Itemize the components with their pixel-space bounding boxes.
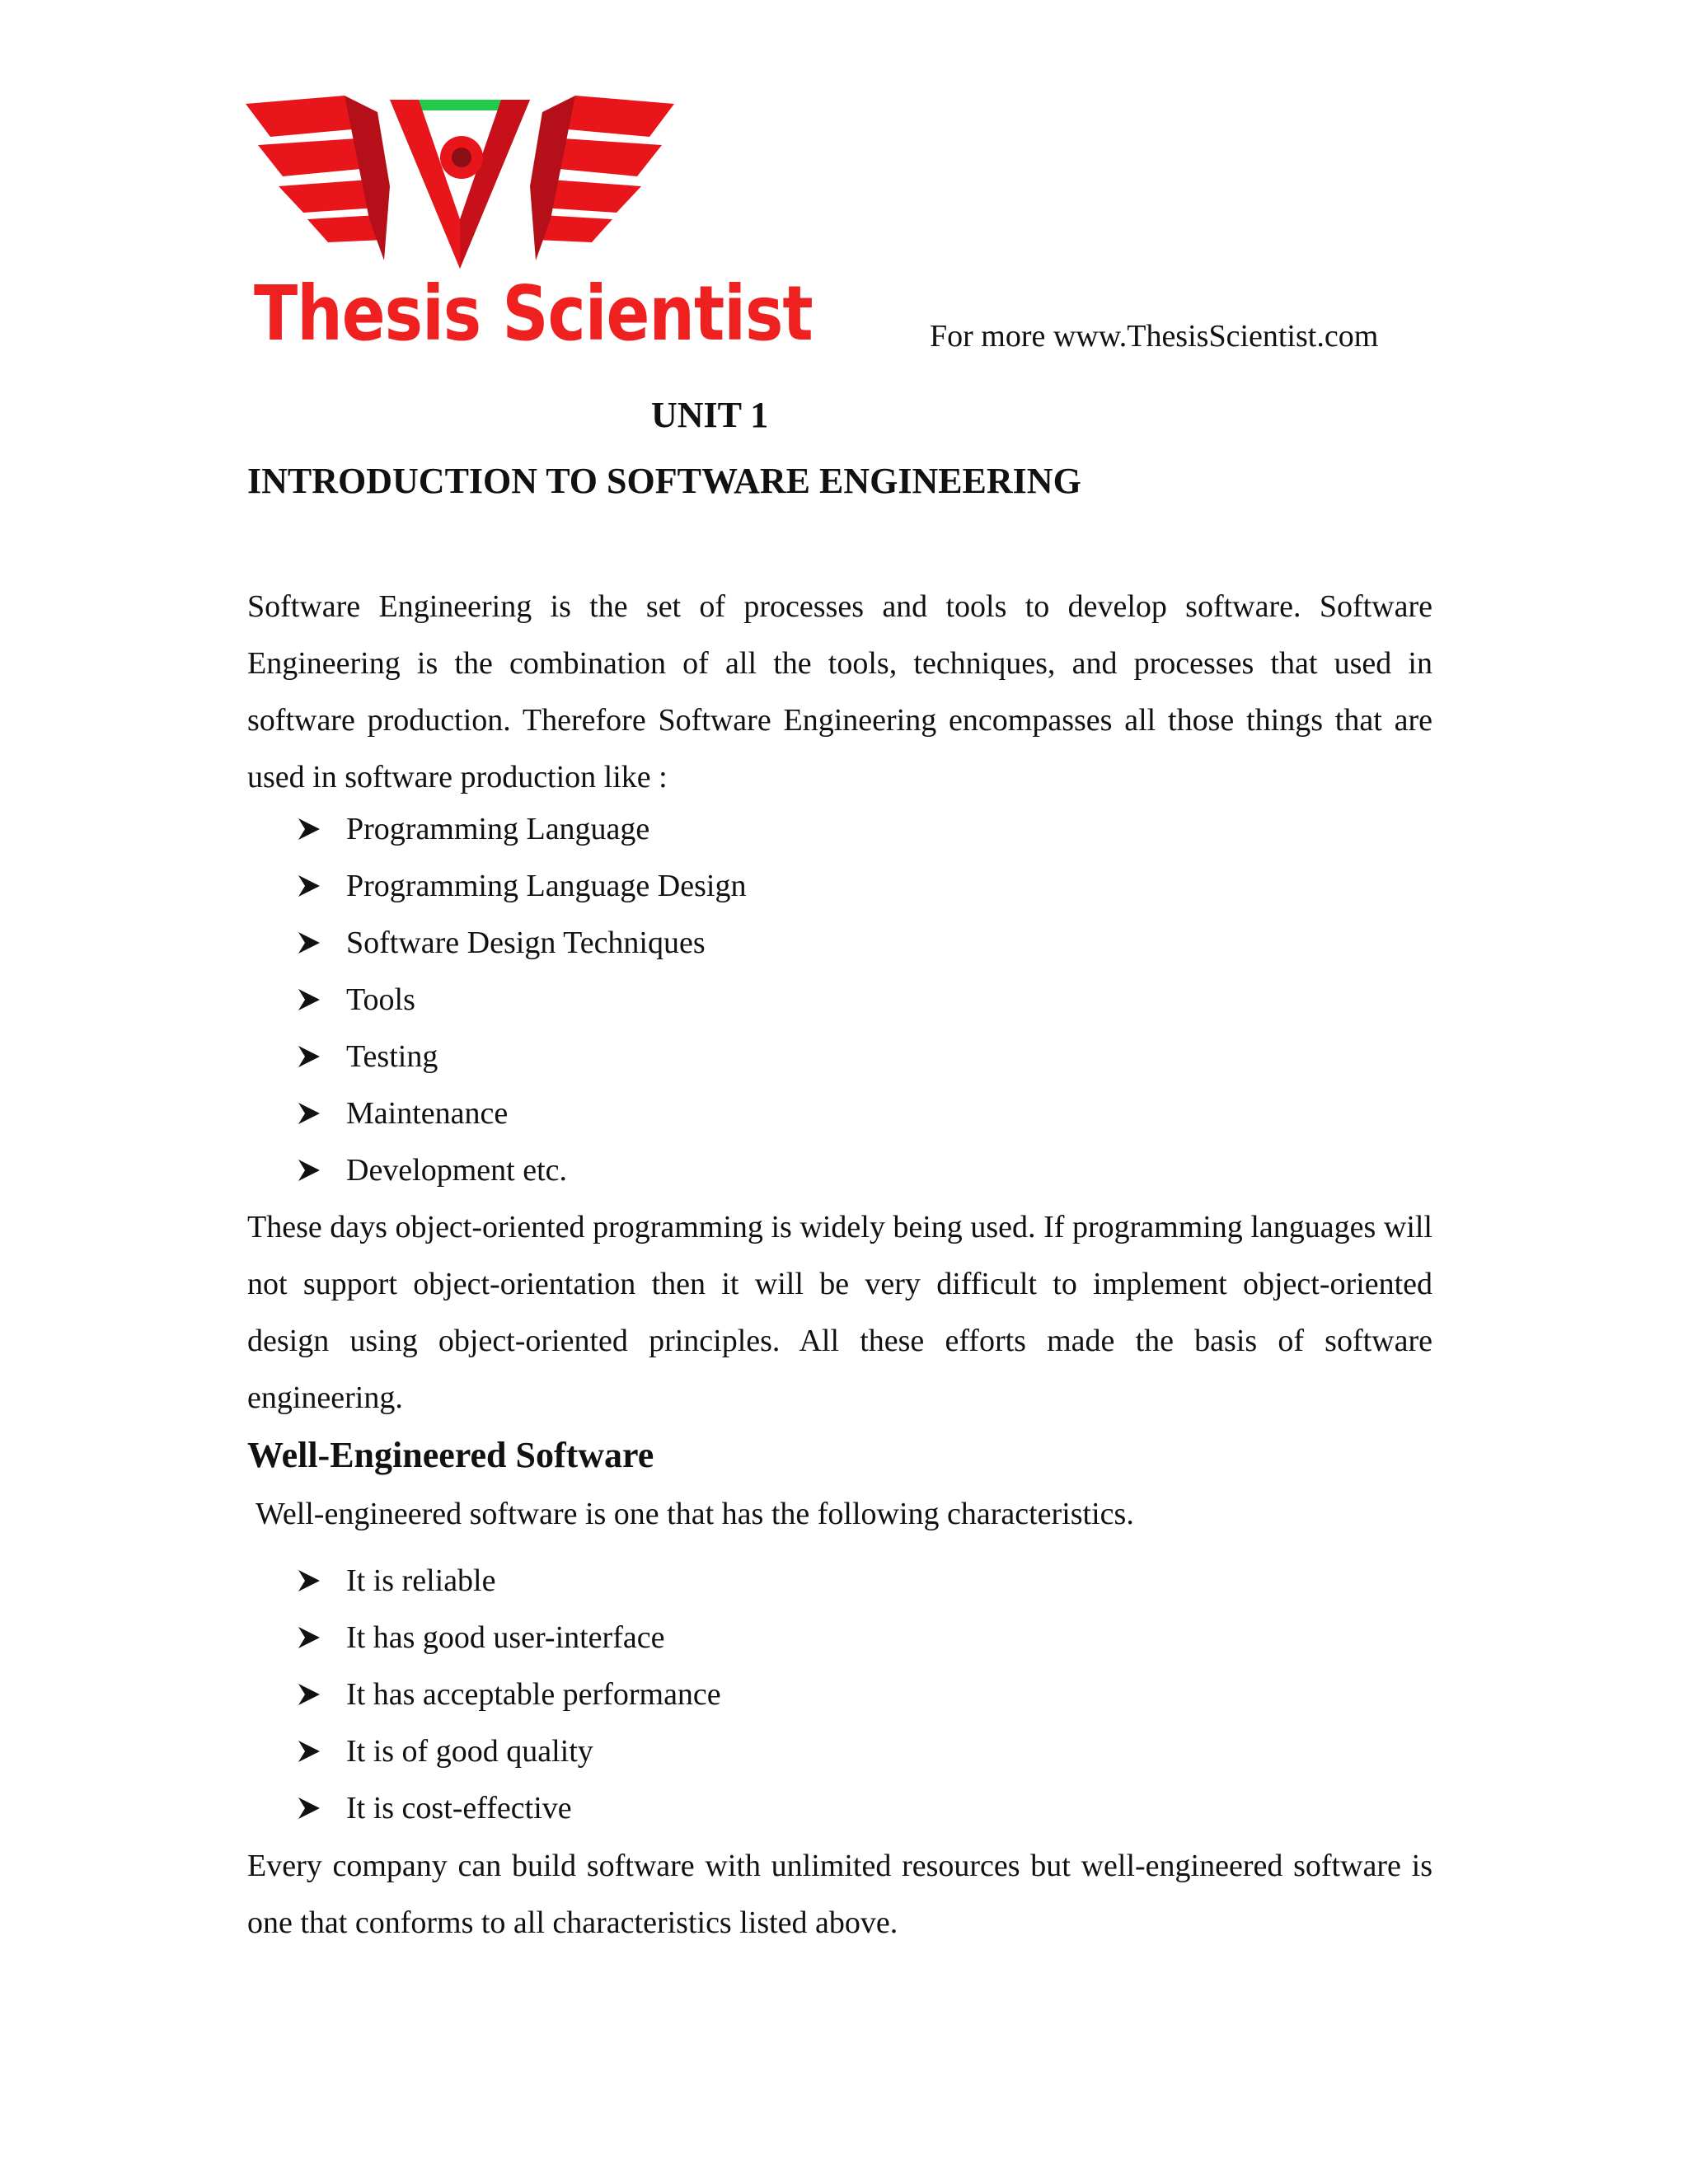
list-item bbox=[297, 1142, 746, 1199]
arrowhead-bullet-icon bbox=[297, 1796, 321, 1821]
list-item bbox=[297, 1085, 746, 1142]
list-item-text: It is reliable bbox=[346, 1563, 496, 1598]
arrowhead-bullet-icon bbox=[297, 1568, 321, 1593]
intro-paragraph: Software Engineering is the set of processes and tools to develop software. Software Engineering is the combination of all the tools, techniques, and processes that used in software production. Therefore Software Engineering encompasses all those things that are used in software production like : bbox=[247, 589, 1432, 794]
arrowhead-bullet-icon bbox=[297, 1101, 321, 1126]
logo-emblem bbox=[246, 96, 674, 277]
list-item bbox=[297, 972, 746, 1029]
list-item bbox=[297, 1610, 721, 1666]
section-intro: Well-engineered software is one that has the following characteristics. bbox=[256, 1497, 1134, 1531]
list-item bbox=[297, 1553, 721, 1610]
list-item-text: Testing bbox=[346, 1039, 438, 1074]
closing-paragraph: Every company can build software with unlimited resources but well-engineered software is one that conforms to all characteristics listed above. bbox=[247, 1849, 1432, 1940]
list-item-text: Maintenance bbox=[346, 1096, 509, 1131]
for-more-website: For more www.ThesisScientist.com bbox=[930, 319, 1379, 354]
list-item bbox=[297, 1780, 721, 1837]
arrowhead-bullet-icon bbox=[297, 930, 321, 955]
arrowhead-bullet-icon bbox=[297, 874, 321, 898]
list-item-text: It is cost-effective bbox=[346, 1791, 572, 1825]
arrowhead-bullet-icon bbox=[297, 1625, 321, 1650]
list-item-text: Development etc. bbox=[346, 1153, 568, 1188]
page-title: INTRODUCTION TO SOFTWARE ENGINEERING bbox=[247, 461, 1081, 501]
list-item bbox=[297, 1029, 746, 1085]
list-item bbox=[297, 915, 746, 972]
arrowhead-bullet-icon bbox=[297, 1682, 321, 1707]
list-item-text: It has acceptable performance bbox=[346, 1677, 721, 1712]
oop-paragraph: These days object-oriented programming is widely being used. If programming languages will not support object-orientation then it will be very difficult to implement object-oriented design using object-oriented principles. All these efforts made the basis of software engineering. bbox=[247, 1210, 1432, 1415]
list-item-text: Software Design Techniques bbox=[346, 926, 706, 960]
list-item-text: It is of good quality bbox=[346, 1734, 593, 1769]
list-item-text: It has good user-interface bbox=[346, 1620, 665, 1655]
list-item bbox=[297, 1666, 721, 1723]
list-item-text: Programming Language bbox=[346, 812, 650, 846]
components-list bbox=[297, 801, 746, 1199]
list-item bbox=[297, 1723, 721, 1780]
arrowhead-bullet-icon bbox=[297, 1044, 321, 1069]
list-item-text: Tools bbox=[346, 982, 415, 1017]
triangle-emblem-icon bbox=[390, 100, 530, 269]
arrowhead-bullet-icon bbox=[297, 817, 321, 841]
arrowhead-bullet-icon bbox=[297, 987, 321, 1012]
left-wing-icon bbox=[246, 96, 390, 260]
list-item-text: Programming Language Design bbox=[346, 869, 747, 903]
list-item bbox=[297, 858, 746, 915]
arrowhead-bullet-icon bbox=[297, 1158, 321, 1183]
list-item bbox=[297, 801, 746, 858]
logo-brand-text: Thesis Scientist bbox=[254, 270, 813, 359]
characteristics-list bbox=[297, 1553, 721, 1837]
section-heading: Well-Engineered Software bbox=[247, 1435, 654, 1475]
unit-label: UNIT 1 bbox=[651, 395, 769, 435]
right-wing-icon bbox=[530, 96, 674, 260]
arrowhead-bullet-icon bbox=[297, 1739, 321, 1764]
thesis-scientist-logo bbox=[246, 96, 813, 368]
